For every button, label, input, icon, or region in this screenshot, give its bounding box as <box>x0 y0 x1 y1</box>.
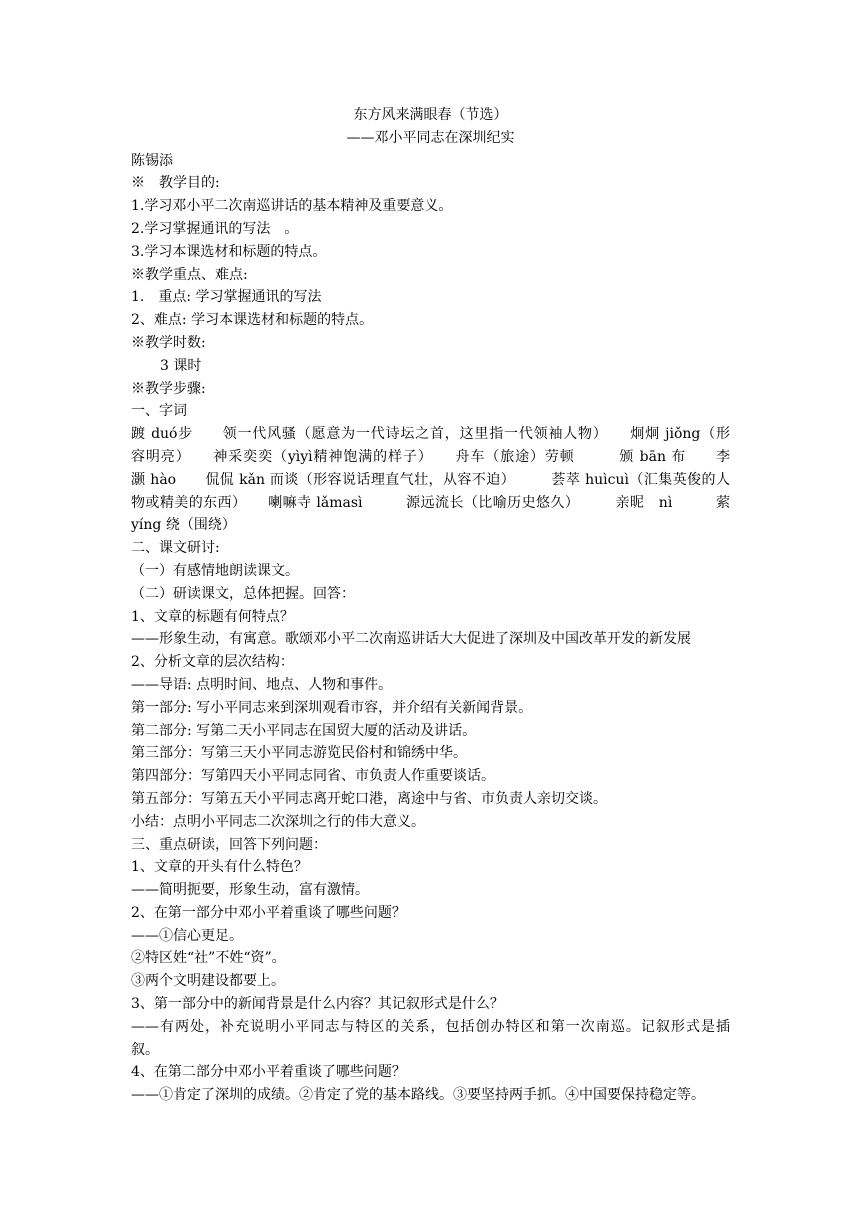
document-page <box>131 104 730 1107</box>
vocab-line: yíng 绕（围绕） <box>131 517 236 534</box>
text-line: 3、第一部分中的新闻背景是什么内容？其记叙形式是什么？ <box>131 996 504 1013</box>
text-line: 一、字词 <box>131 403 187 420</box>
text-line: ——导语: 点明时间、地点、人物和事件。 <box>131 676 393 693</box>
text-line: 小结：点明小平同志二次深圳之行的伟大意义。 <box>131 813 425 830</box>
text-line: ※教学步骤: <box>131 380 206 397</box>
text-line: 4、在第二部分中邓小平着重谈了哪些问题？ <box>131 1064 406 1081</box>
text-line: 第一部分: 写小平同志来到深圳观看市容，并介绍有关新闻背景。 <box>131 699 533 716</box>
vocab-line: 物或精美的东西） 喇嘛寺 lǎmasì 源远流长（比喻历史悠久） 亲昵 nì 萦 <box>131 494 730 511</box>
text-line: 2.学习掌握通讯的写法 。 <box>131 220 299 237</box>
text-line: ——①肯定了深圳的成绩。②肯定了党的基本路线。③要坚持两手抓。④中国要保持稳定等。 <box>131 1087 705 1104</box>
text-line: ——①信心更足。 <box>131 927 243 944</box>
wrapped-line: 叙。 <box>131 1041 159 1058</box>
text-line: 2、分析文章的层次结构： <box>131 654 294 671</box>
text-line: ——简明扼要，形象生动，富有激情。 <box>131 882 369 899</box>
doc-title: 东方风来满眼春（节选） <box>353 107 508 123</box>
text-line: ——形象生动，有寓意。歌颂邓小平二次南巡讲话大大促进了深圳及中国改革开发的新发展 <box>131 631 691 648</box>
text-line: 2、在第一部分中邓小平着重谈了哪些问题？ <box>131 904 406 921</box>
text-line: 1. 重点: 学习掌握通讯的写法 <box>131 289 322 306</box>
text-line: 第五部分：写第五天小平同志离开蛇口港，离途中与省、市负责人亲切交谈。 <box>131 790 607 807</box>
text-line: 第四部分：写第四天小平同志同省、市负责人作重要谈话。 <box>131 768 495 785</box>
text-line: ※教学时数: <box>131 334 206 351</box>
wrapped-line: ——有两处，补充说明小平同志与特区的关系，包括创办特区和第一次南巡。记叙形式是插 <box>131 1018 730 1035</box>
text-line: 1、文章的开头有什么特色？ <box>131 859 308 876</box>
text-line: ※教学重点、难点: <box>131 266 248 283</box>
text-line: （二）研读课文，总体把握。回答： <box>131 585 355 602</box>
text-line: ③两个文明建设都要上。 <box>131 973 285 990</box>
text-line: 1、文章的标题有何特点？ <box>131 608 294 625</box>
text-line: 第二部分: 写第二天小平同志在国贸大厦的活动及讲话。 <box>131 722 477 739</box>
class-hours: 3 课时 <box>160 357 202 374</box>
vocab-line: 踱 duó步 领一代风骚（愿意为一代诗坛之首，这里指一代领袖人物） 炯炯 jiǒng（形 <box>131 426 730 443</box>
text-line: 1.学习邓小平二次南巡讲话的基本精神及重要意义。 <box>131 198 453 215</box>
text-line: 第三部分：写第三天小平同志游览民俗村和锦绣中华。 <box>131 745 467 762</box>
doc-subtitle: ——邓小平同志在深圳纪实 <box>346 129 515 146</box>
text-line: （一）有感情地朗读课文。 <box>131 562 299 579</box>
vocab-line: 灏 hào 侃侃 kǎn 而谈（形容说话理直气壮，从容不迫） 荟萃 huìcuì（汇集英俊的人 <box>131 471 730 488</box>
text-line: 三、重点研读，回答下列问题： <box>131 836 327 853</box>
text-line: ②特区姓“社”不姓“资”。 <box>131 950 286 967</box>
author: 陈锡添 <box>131 152 173 169</box>
vocab-line: 容明亮） 神采奕奕（yìyì精神饱满的样子） 舟车（旅途）劳顿 颁 bān 布 李 <box>131 448 730 465</box>
text-line: 3.学习本课选材和标题的特点。 <box>131 243 327 260</box>
text-line: 2、难点: 学习本课选材和标题的特点。 <box>131 312 374 329</box>
text-line: ※ 教学目的: <box>131 175 220 192</box>
text-line: 二、课文研讨: <box>131 540 220 557</box>
